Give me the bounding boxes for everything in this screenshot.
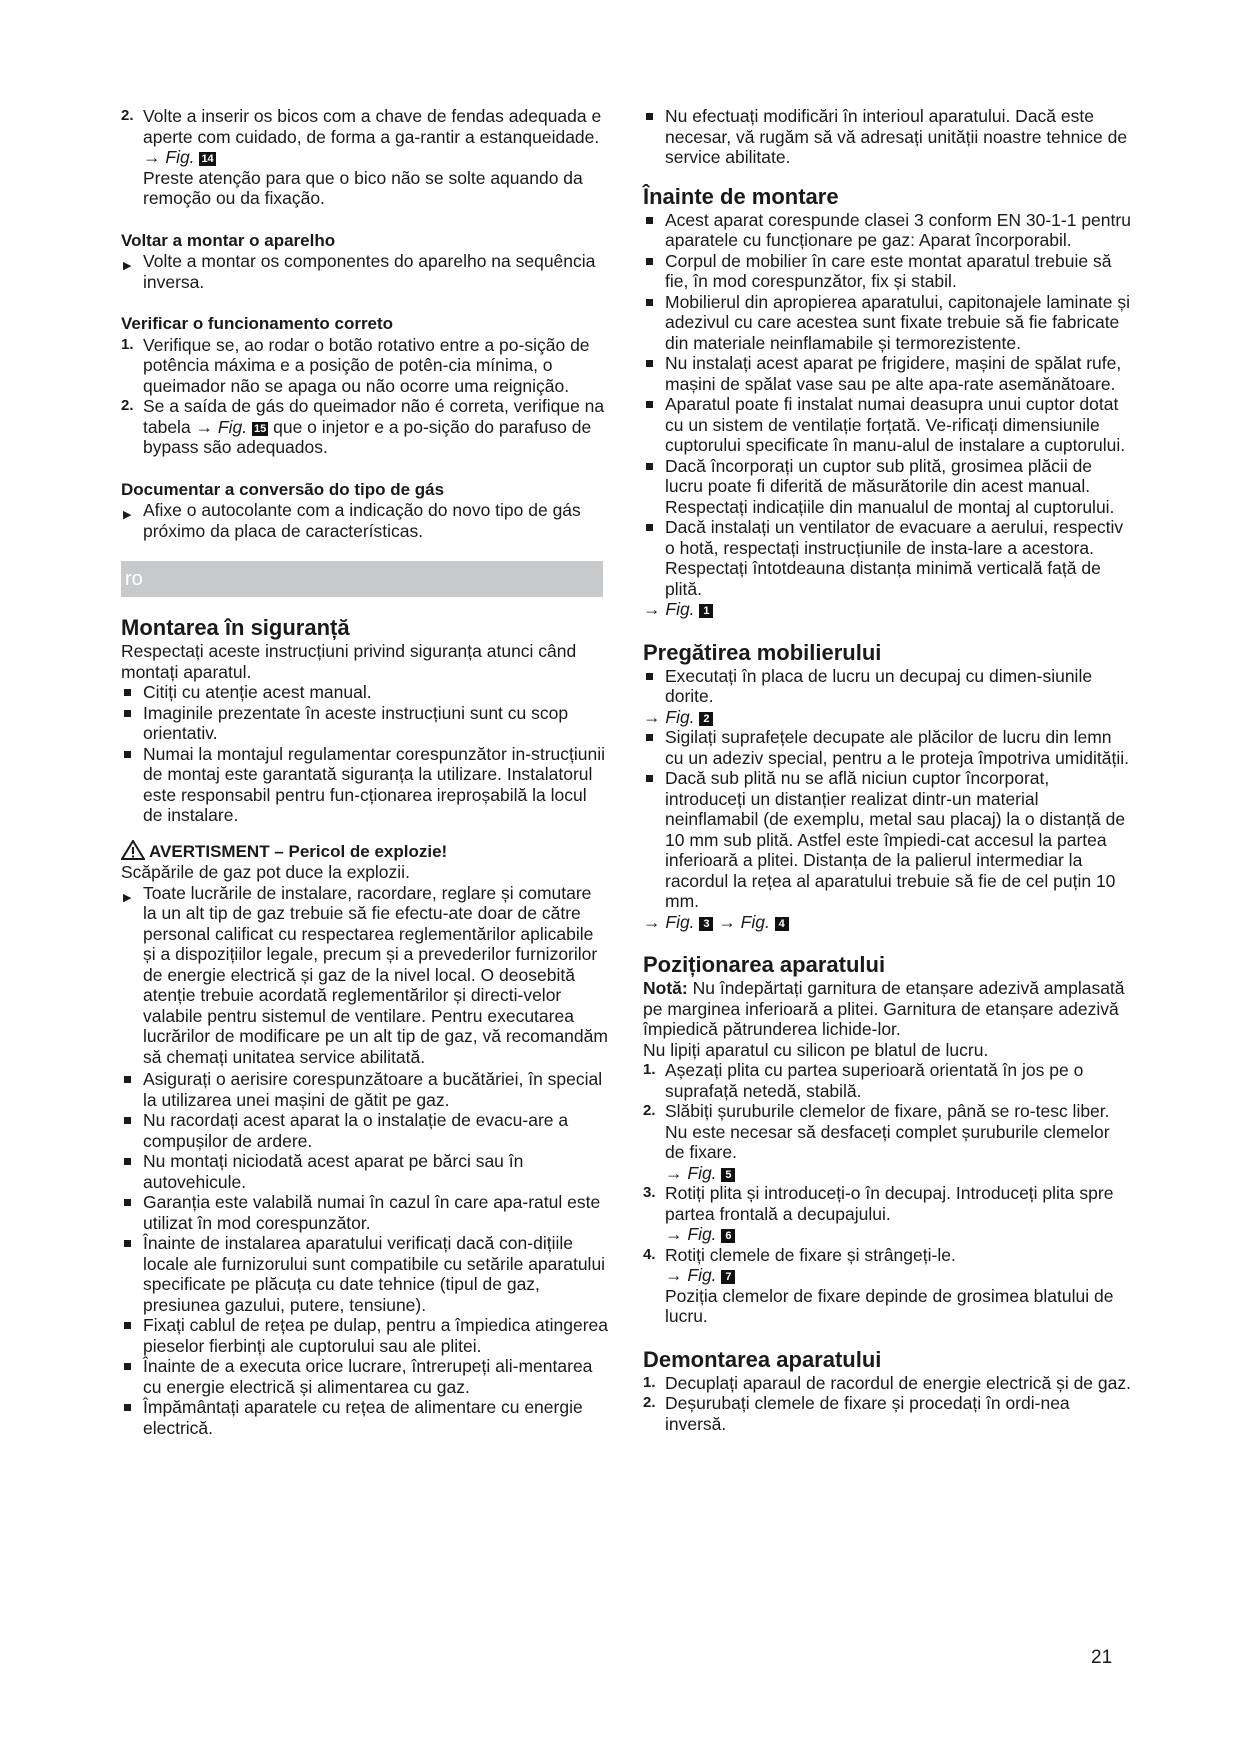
reassemble-item: ▶ Volte a montar os componentes do aparelho na sequência inversa.: [123, 251, 596, 292]
square-bullet-icon: [124, 1199, 131, 1206]
list-item: Numai la montajul regulamentar corespunzător in-strucțiunii de montaj este garantată siguranța la utilizare. Instalatorul este responsabil pentru fun-cționarea ireproșabilă la locul de instalare.: [121, 744, 609, 826]
fig-badge: 14: [201, 153, 214, 165]
square-bullet-icon: [124, 1117, 131, 1124]
square-bullet-icon: [124, 751, 131, 758]
fig-reference: → Fig. 14: [143, 147, 214, 167]
position-step-3: 3. Rotiți plita și introduceți-o în decupaj. Introduceți plita spre partea frontală a decupajului. → Fig. 6: [643, 1183, 1114, 1244]
square-bullet-icon: [646, 113, 653, 120]
list-item: Fixați cablul de rețea pe dulap, pentru a împiedica atingerea pieselor fierbinți ale cuptorului sau ale plitei.: [121, 1315, 609, 1356]
fig-badge: 2: [699, 712, 713, 726]
position-note-2: Nu lipiți aparatul cu silicon pe blatul de lucru.: [643, 1039, 989, 1060]
square-bullet-icon: [646, 299, 653, 306]
list-item: Sigilați suprafețele decupate ale plăcilor de lucru din lemn cu un adeziv special, pentru a le proteja împotriva umidității.: [643, 727, 1133, 768]
list-item: Aparatul poate fi instalat numai deasupra unui cuptor dotat cu un sistem de ventilație forțată. Ve-rificați dimensiunile cuptorului specificate în manu-alul de instalare a cuptorului.: [643, 394, 1133, 456]
list-item: Dacă instalați un ventilator de evacuare a aerului, respectiv o hotă, respectați instrucțiunile de insta-lare a acestora. Respectați întotdeauna distanța minimă verticală față de plită.: [643, 517, 1133, 599]
warning-action: ▶ Toate lucrările de instalare, racordare, reglare și comutare la un alt tip de gaz trebuie să fie efectu-ate doar de către personal calificat cu respectarea reglementărilor aplicabile și a dispozițiilor legale, precum și a prevederilor furnizorilor de energie electrică și gaz de la nivel local. O deosebită atenție trebuie acordată reglementărilor și directi-velor valabile pentru sistemul de ventilare. Pentru executarea lucrărilor de modificare pe un alt tip de gaz, vă recomandăm să chemați unitatea service abilitată.: [123, 882, 608, 1067]
square-bullet-icon: [646, 258, 653, 265]
step-text: Volte a inserir os bicos com a chave de fendas adequada e aperte com cuidado, de forma a ga-rantir a estanqueidade.: [143, 106, 602, 147]
step-note: Preste atenção para que o bico não se solte aquando da remoção ou da fixação.: [143, 167, 583, 208]
before-heading: Înainte de montare: [643, 183, 839, 209]
square-bullet-icon: [124, 1158, 131, 1165]
square-bullet-icon: [646, 401, 653, 408]
list-item: Citiți cu atenție acest manual.: [121, 682, 609, 703]
language-bar: ro: [121, 561, 603, 597]
list-item: Nu montați niciodată acest aparat pe bărci sau în autovehicule.: [121, 1151, 609, 1192]
page-number: 21: [1091, 1647, 1113, 1668]
square-bullet-icon: [646, 463, 653, 470]
safety-heading: Montarea în siguranță: [121, 615, 350, 640]
list-item: Mobilierul din apropierea aparatului, capitonajele laminate și adezivul cu care acestea sunt fixate trebuie să fie fabricate din materiale neinflamabile și termorezistente.: [643, 292, 1133, 354]
square-bullet-icon: [124, 1404, 131, 1411]
verify-heading: Verificar o funcionamento correto: [121, 314, 394, 333]
fig-badge: 4: [775, 917, 789, 931]
verify-step-2: 2. Se a saída de gás do queimador não é correta, verifique na tabela → Fig. 15 que o injetor e a po-sição do parafuso de bypass são adequados.: [121, 396, 605, 457]
warning-triangle-icon: [121, 840, 145, 860]
list-item: Imaginile prezentate în aceste instrucțiuni sunt cu scop orientativ.: [121, 703, 609, 744]
list-item: Acest aparat corespunde clasei 3 conform EN 30-1-1 pentru aparatele cu funcționare pe gaz: Aparat încorporabil.: [643, 210, 1133, 251]
square-bullet-icon: [124, 689, 131, 696]
arrow-bullet-icon: ▶: [123, 509, 132, 521]
document-heading: Documentar a conversão do tipo de gás: [121, 479, 445, 499]
fig-reference: → Fig. 3 → Fig. 4: [643, 912, 1133, 933]
list-item: Corpul de mobilier în care este montat aparatul trebuie să fie, în mod corespunzător, fix și stabil.: [643, 251, 1133, 292]
warning-title: AVERTISMENT – Pericol de explozie!: [121, 840, 609, 863]
right-column: [643, 106, 1133, 1434]
pt-step-2: [121, 106, 609, 209]
list-item: Dacă sub plită nu se află niciun cuptor încorporat, introduceți un distanțier realizat dintr-un material neinflamabil (de exemplu, metal sau placaj) la o distanță de 10 mm sub plită. Astfel este împiedi-cat accesul la partea inferioară a plitei. Distanța de la palierul intermediar la racordul la rețea al aparatului trebuie să fie de cel puțin 10 mm.: [643, 768, 1133, 912]
document-item: ▶ Afixe o autocolante com a indicação do novo tipo de gás próximo da placa de características.: [123, 500, 581, 541]
fig-badge: 15: [253, 422, 267, 435]
step-number: 2.: [121, 107, 134, 124]
fig-badge: 3: [699, 917, 713, 931]
square-bullet-icon: [646, 524, 653, 531]
fig-badge: 7: [721, 1270, 735, 1284]
position-step-1: 1. Așezați plita cu partea superioară orientată în jos pe o suprafață netedă, stabilă.: [643, 1060, 1084, 1101]
position-step-2: 2. Slăbiți șuruburile clemelor de fixare, până se ro-tesc liber. Nu este necesar să desfaceți complet șuruburile clemelor de fixare. → Fig. 5: [643, 1101, 1110, 1183]
fig-badge: 5: [721, 1168, 735, 1182]
warning-text: Scăpările de gaz pot duce la explozii.: [121, 862, 410, 882]
arrow-bullet-icon: ▶: [123, 260, 132, 272]
reassemble-heading: Voltar a montar o aparelho: [121, 230, 336, 250]
list-item: Executați în placa de lucru un decupaj cu dimen-siunile dorite.: [643, 666, 1133, 707]
fig-badge: 6: [721, 1229, 735, 1243]
square-bullet-icon: [124, 1363, 131, 1370]
position-step-4: 4. Rotiți clemele de fixare și strângeți-le. → Fig. 7 Poziția clemelor de fixare depinde de grosimea blatului de lucru.: [643, 1244, 1114, 1326]
square-bullet-icon: [646, 734, 653, 741]
list-item: Împământați aparatele cu rețea de alimentare cu energie electrică.: [121, 1397, 609, 1438]
dismount-step-1: 1. Decuplați aparaul de racordul de energie electrică și de gaz.: [643, 1372, 1131, 1393]
square-bullet-icon: [646, 360, 653, 367]
list-item: Dacă încorporați un cuptor sub plită, grosimea plăcii de lucru poate fi diferită de măsurătorile din acest manual. Respectați indicațiile din manualul de montaj al cuptorului.: [643, 456, 1133, 518]
list-item: Nu efectuați modificări în interioul aparatului. Dacă este necesar, vă rugăm să vă adresați unității noastre tehnice de service abilitate.: [643, 106, 1133, 168]
square-bullet-icon: [646, 673, 653, 680]
list-item: Nu racordați acest aparat la o instalație de evacu-are a compușilor de ardere.: [121, 1110, 609, 1151]
position-note: Notă: Nu îndepărtați garnitura de etanșare adezivă amplasată pe marginea inferioară a plitei. Garnitura de etanșare adezivă împiedică pătrunderea lichide-lor.: [643, 978, 1125, 1039]
square-bullet-icon: [124, 1076, 131, 1083]
list-item: Asigurați o aerisire corespunzătoare a bucătăriei, în special la utilizarea unei mașini de gătit pe gaz.: [121, 1069, 609, 1110]
arrow-bullet-icon: ▶: [123, 891, 132, 904]
verify-step-1: 1. Verifique se, ao rodar o botão rotativo entre a po-sição de potência máxima e a posição de potên-cia mínima, o queimador não se apaga ou não ocorre uma reignição.: [121, 334, 590, 396]
square-bullet-icon: [646, 775, 653, 782]
left-column: [121, 106, 609, 1438]
dismount-step-2: 2. Deșurubați clemele de fixare și procedați în ordi-nea inversă.: [643, 1393, 1070, 1434]
fig-badge: 1: [699, 604, 713, 618]
prep-heading: Pregătirea mobilierului: [643, 639, 882, 665]
safety-intro: Respectați aceste instrucțiuni privind siguranța atunci când montați aparatul.: [121, 641, 577, 682]
list-item: Înainte de instalarea aparatului verificați dacă con-dițiile locale ale furnizorului sunt compatibile cu setările aparatului specificate pe plăcuța cu date tehnice (tipul de gaz, presiunea gazului, putere, tensiune).: [121, 1233, 609, 1315]
fig-reference: → Fig. 1: [643, 599, 1133, 620]
square-bullet-icon: [124, 1240, 131, 1247]
square-bullet-icon: [646, 217, 653, 224]
fig-reference: → Fig. 2: [643, 707, 1133, 728]
list-item: Garanția este valabilă numai în cazul în care apa-ratul este utilizat în mod corespunzător.: [121, 1192, 609, 1233]
list-item: Înainte de a executa orice lucrare, întrerupeți ali-mentarea cu energie electrică și alimentarea cu gaz.: [121, 1356, 609, 1397]
square-bullet-icon: [124, 1322, 131, 1329]
dismount-heading: Demontarea aparatului: [643, 1346, 882, 1372]
list-item: Nu instalați acest aparat pe frigidere, mașini de spălat rufe, mașini de spălat vase sau pe alte apa-rate asemănătoare.: [643, 353, 1133, 394]
square-bullet-icon: [124, 710, 131, 717]
position-heading: Poziționarea aparatului: [643, 952, 886, 977]
